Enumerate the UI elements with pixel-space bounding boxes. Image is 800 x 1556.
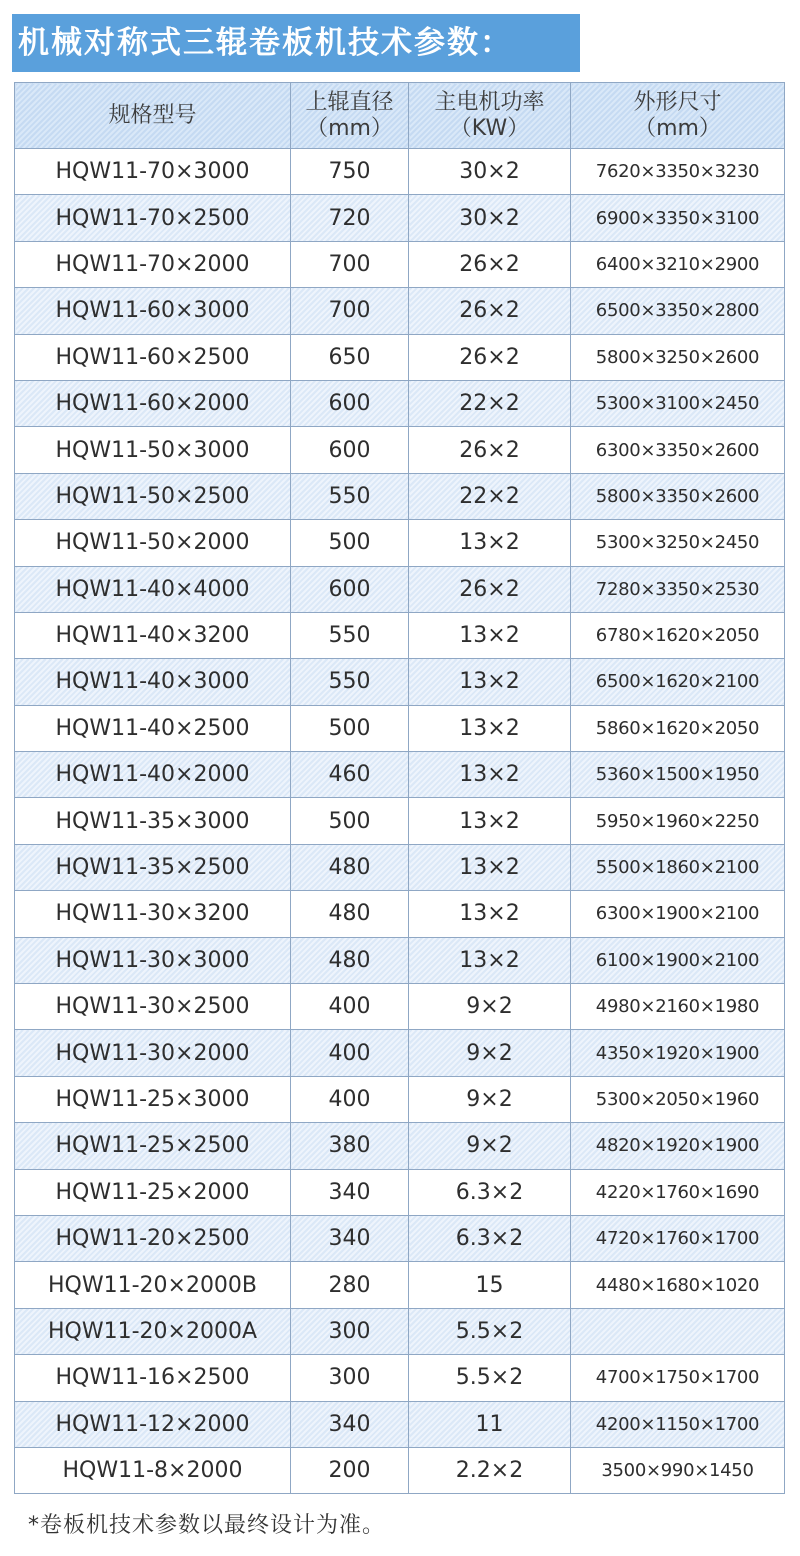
table-row [15,149,785,195]
cell-model: HQW11-30×3200 [15,891,291,937]
table-row [15,1262,785,1308]
cell-roll-diameter: 340 [291,1169,409,1215]
table-row [15,798,785,844]
cell-roll-diameter: 550 [291,612,409,658]
cell-roll-diameter: 400 [291,1076,409,1122]
cell-roll-diameter: 340 [291,1215,409,1261]
cell-model: HQW11-40×3000 [15,659,291,705]
cell-dimensions: 5300×3100×2450 [571,380,785,426]
cell-roll-diameter: 200 [291,1447,409,1493]
cell-motor-power: 22×2 [409,380,571,426]
cell-roll-diameter: 460 [291,752,409,798]
table-row [15,1215,785,1261]
table-row [15,566,785,612]
cell-model: HQW11-25×2500 [15,1123,291,1169]
table-row [15,288,785,334]
cell-dimensions: 6300×3350×2600 [571,427,785,473]
table-row [15,1076,785,1122]
table-row [15,705,785,751]
cell-roll-diameter: 500 [291,520,409,566]
cell-roll-diameter: 700 [291,241,409,287]
cell-motor-power: 13×2 [409,659,571,705]
header-dimensions-unit: （mm） [634,115,721,141]
table-row [15,1308,785,1354]
cell-roll-diameter: 600 [291,427,409,473]
cell-model: HQW11-30×3000 [15,937,291,983]
cell-motor-power: 30×2 [409,195,571,241]
cell-motor-power: 13×2 [409,891,571,937]
cell-dimensions: 5950×1960×2250 [571,798,785,844]
table-row [15,473,785,519]
cell-motor-power: 13×2 [409,705,571,751]
table-row [15,380,785,426]
table-row [15,1401,785,1447]
cell-dimensions: 6300×1900×2100 [571,891,785,937]
cell-dimensions: 5360×1500×1950 [571,752,785,798]
cell-dimensions: 7620×3350×3230 [571,149,785,195]
cell-motor-power: 5.5×2 [409,1308,571,1354]
header-model-label: 规格型号 [108,102,197,128]
cell-motor-power: 9×2 [409,1076,571,1122]
cell-dimensions: 6100×1900×2100 [571,937,785,983]
header-roll-diameter [291,83,409,149]
cell-model: HQW11-30×2000 [15,1030,291,1076]
cell-model: HQW11-60×3000 [15,288,291,334]
table-body [15,149,785,1494]
table-row [15,659,785,705]
cell-motor-power: 11 [409,1401,571,1447]
cell-dimensions: 6400×3210×2900 [571,241,785,287]
cell-model: HQW11-40×2500 [15,705,291,751]
cell-dimensions: 5800×3350×2600 [571,473,785,519]
cell-motor-power: 5.5×2 [409,1355,571,1401]
cell-model: HQW11-40×4000 [15,566,291,612]
cell-model: HQW11-70×3000 [15,149,291,195]
header-motor-power-unit: （KW） [449,115,530,141]
cell-model: HQW11-50×2500 [15,473,291,519]
cell-roll-diameter: 720 [291,195,409,241]
cell-roll-diameter: 280 [291,1262,409,1308]
cell-dimensions: 5500×1860×2100 [571,844,785,890]
cell-motor-power: 26×2 [409,288,571,334]
spec-table-container [14,82,784,1494]
cell-roll-diameter: 340 [291,1401,409,1447]
table-row [15,1169,785,1215]
cell-motor-power: 2.2×2 [409,1447,571,1493]
table-row [15,937,785,983]
table-row [15,1355,785,1401]
cell-motor-power: 9×2 [409,984,571,1030]
cell-dimensions: 6780×1620×2050 [571,612,785,658]
cell-motor-power: 13×2 [409,844,571,890]
cell-dimensions: 5300×2050×1960 [571,1076,785,1122]
footnote: *卷板机技术参数以最终设计为准。 [28,1513,386,1538]
cell-model: HQW11-12×2000 [15,1401,291,1447]
cell-roll-diameter: 480 [291,891,409,937]
cell-roll-diameter: 380 [291,1123,409,1169]
cell-roll-diameter: 550 [291,659,409,705]
cell-model: HQW11-70×2500 [15,195,291,241]
cell-dimensions: 5300×3250×2450 [571,520,785,566]
cell-model: HQW11-60×2000 [15,380,291,426]
cell-dimensions: 7280×3350×2530 [571,566,785,612]
cell-model: HQW11-20×2000A [15,1308,291,1354]
cell-motor-power: 9×2 [409,1123,571,1169]
header-dimensions-label: 外形尺寸 [633,89,722,115]
header-dimensions [571,83,785,149]
cell-model: HQW11-30×2500 [15,984,291,1030]
cell-motor-power: 6.3×2 [409,1169,571,1215]
cell-roll-diameter: 700 [291,288,409,334]
table-row [15,752,785,798]
header-motor-power-label: 主电机功率 [434,89,545,115]
cell-roll-diameter: 500 [291,798,409,844]
cell-motor-power: 26×2 [409,334,571,380]
cell-dimensions [571,1308,785,1354]
cell-model: HQW11-40×3200 [15,612,291,658]
header-model [15,83,291,149]
cell-dimensions: 4200×1150×1700 [571,1401,785,1447]
cell-roll-diameter: 400 [291,984,409,1030]
header-roll-diameter-label: 上辊直径 [305,89,394,115]
cell-dimensions: 4480×1680×1020 [571,1262,785,1308]
cell-motor-power: 26×2 [409,427,571,473]
cell-model: HQW11-50×3000 [15,427,291,473]
cell-dimensions: 4820×1920×1900 [571,1123,785,1169]
cell-roll-diameter: 300 [291,1355,409,1401]
cell-motor-power: 26×2 [409,566,571,612]
cell-motor-power: 26×2 [409,241,571,287]
table-row [15,891,785,937]
cell-motor-power: 9×2 [409,1030,571,1076]
header-roll-diameter-unit: （mm） [306,115,393,141]
cell-roll-diameter: 500 [291,705,409,751]
cell-model: HQW11-20×2500 [15,1215,291,1261]
cell-dimensions: 3500×990×1450 [571,1447,785,1493]
table-row [15,844,785,890]
cell-roll-diameter: 400 [291,1030,409,1076]
cell-dimensions: 5860×1620×2050 [571,705,785,751]
table-row [15,1123,785,1169]
cell-motor-power: 13×2 [409,937,571,983]
cell-model: HQW11-35×3000 [15,798,291,844]
cell-dimensions: 5800×3250×2600 [571,334,785,380]
table-row [15,427,785,473]
cell-motor-power: 22×2 [409,473,571,519]
cell-roll-diameter: 480 [291,844,409,890]
cell-dimensions: 4980×2160×1980 [571,984,785,1030]
cell-model: HQW11-8×2000 [15,1447,291,1493]
cell-dimensions: 4350×1920×1900 [571,1030,785,1076]
cell-motor-power: 13×2 [409,520,571,566]
cell-roll-diameter: 550 [291,473,409,519]
cell-roll-diameter: 300 [291,1308,409,1354]
cell-model: HQW11-60×2500 [15,334,291,380]
table-header-row [15,83,785,149]
cell-motor-power: 30×2 [409,149,571,195]
cell-roll-diameter: 750 [291,149,409,195]
cell-motor-power: 13×2 [409,752,571,798]
table-row [15,520,785,566]
cell-model: HQW11-70×2000 [15,241,291,287]
cell-model: HQW11-20×2000B [15,1262,291,1308]
cell-motor-power: 13×2 [409,798,571,844]
cell-roll-diameter: 600 [291,380,409,426]
header-motor-power [409,83,571,149]
table-row [15,241,785,287]
cell-model: HQW11-16×2500 [15,1355,291,1401]
cell-dimensions: 6500×3350×2800 [571,288,785,334]
table-row [15,1447,785,1493]
cell-motor-power: 13×2 [409,612,571,658]
page-title: 机械对称式三辊卷板机技术参数： [12,14,580,72]
cell-dimensions: 6500×1620×2100 [571,659,785,705]
table-row [15,984,785,1030]
cell-motor-power: 6.3×2 [409,1215,571,1261]
spec-table [14,82,785,1494]
cell-dimensions: 4700×1750×1700 [571,1355,785,1401]
cell-model: HQW11-40×2000 [15,752,291,798]
table-row [15,612,785,658]
table-row [15,334,785,380]
cell-model: HQW11-25×2000 [15,1169,291,1215]
cell-model: HQW11-35×2500 [15,844,291,890]
cell-roll-diameter: 650 [291,334,409,380]
cell-dimensions: 6900×3350×3100 [571,195,785,241]
cell-model: HQW11-50×2000 [15,520,291,566]
cell-roll-diameter: 600 [291,566,409,612]
cell-roll-diameter: 480 [291,937,409,983]
table-row [15,195,785,241]
cell-motor-power: 15 [409,1262,571,1308]
cell-dimensions: 4720×1760×1700 [571,1215,785,1261]
cell-model: HQW11-25×3000 [15,1076,291,1122]
cell-dimensions: 4220×1760×1690 [571,1169,785,1215]
table-row [15,1030,785,1076]
